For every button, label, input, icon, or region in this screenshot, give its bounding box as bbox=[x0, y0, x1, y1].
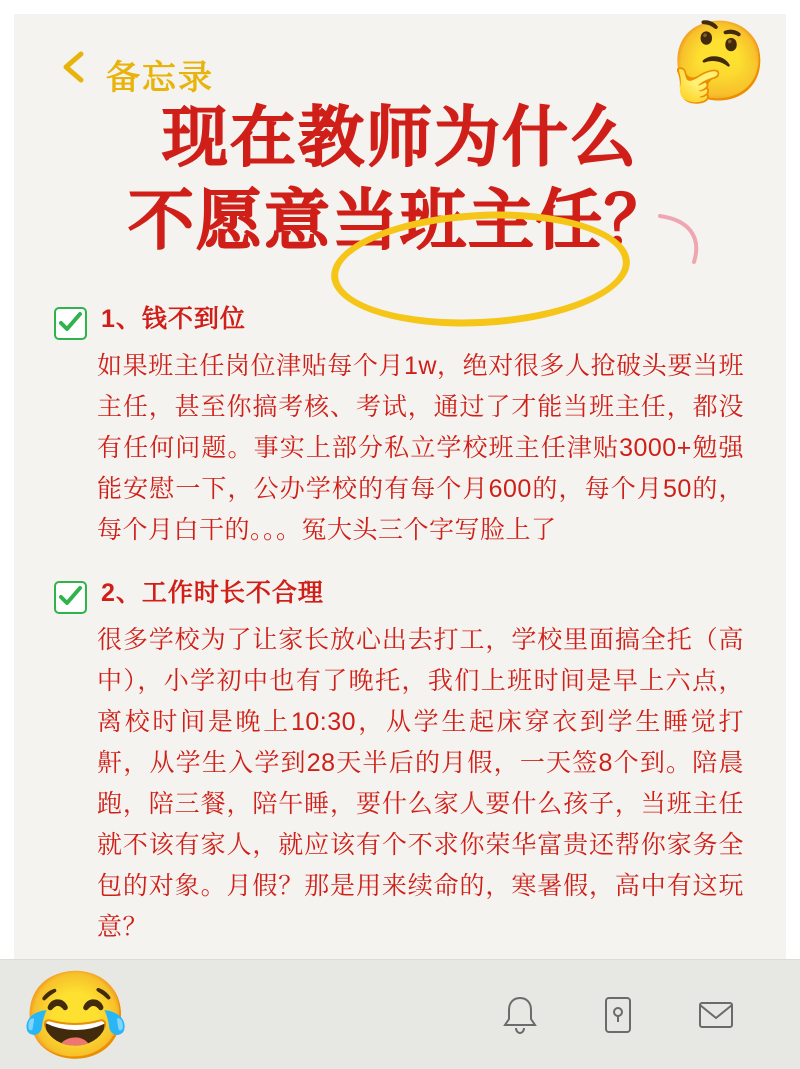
section-heading-row bbox=[54, 303, 744, 340]
headline bbox=[14, 96, 786, 261]
section-item bbox=[54, 577, 744, 948]
frame-top-border bbox=[0, 0, 800, 14]
section-heading-row bbox=[54, 577, 744, 614]
bottom-toolbar-icons bbox=[440, 960, 800, 1069]
checkbox-checked-icon[interactable] bbox=[54, 307, 87, 340]
section-item bbox=[54, 303, 744, 551]
thinking-face-emoji: 🤔 bbox=[670, 17, 768, 105]
section-body: 很多学校为了让家长放心出去打工，学校里面搞全托（高中），小学初中也有了晚托，我们上班时间是早上六点，离校时间是晚上10:30，从学生起床穿衣到学生睡觉打鼾，从学生入学到28天半后的月假，一天签8个到。陪晨跑，陪三餐，陪午睡，要什么家人要什么孩子，当班主任就不该有家人，就应该有个不求你荣华富贵还帮你家务全包的对象。月假？那是用来续命的，寒暑假，高中有这玩意？ bbox=[97, 626, 744, 941]
page-title: 备忘录 bbox=[106, 59, 214, 97]
envelope-icon[interactable] bbox=[696, 993, 736, 1037]
checkbox-checked-icon[interactable] bbox=[54, 581, 87, 614]
note-content bbox=[14, 14, 786, 1069]
frame-left-border bbox=[0, 0, 14, 1069]
laughing-face-emoji: 😂 bbox=[22, 968, 130, 1064]
headline-line-2: 不愿意当班主任？ bbox=[128, 182, 672, 257]
frame-right-border bbox=[786, 0, 800, 1069]
lock-icon[interactable] bbox=[598, 993, 638, 1037]
chevron-left-icon[interactable] bbox=[60, 50, 86, 84]
headline-line-1: 现在教师为什么 bbox=[162, 100, 638, 174]
bell-icon[interactable] bbox=[500, 993, 540, 1037]
section-heading: 1、钱不到位 bbox=[101, 305, 246, 333]
note-sections bbox=[14, 303, 786, 948]
section-heading: 2、工作时长不合理 bbox=[101, 579, 324, 607]
section-body: 如果班主任岗位津贴每个月1w，绝对很多人抢破头要当班主任，甚至你搞考核、考试，通过了才能当班主任，都没有任何问题。事实上部分私立学校班主任津贴3000+勉强能安慰一下，公办学校的有每个月600的，每个月50的，每个月白干的。。。冤大头三个字写脸上了 bbox=[97, 352, 744, 544]
